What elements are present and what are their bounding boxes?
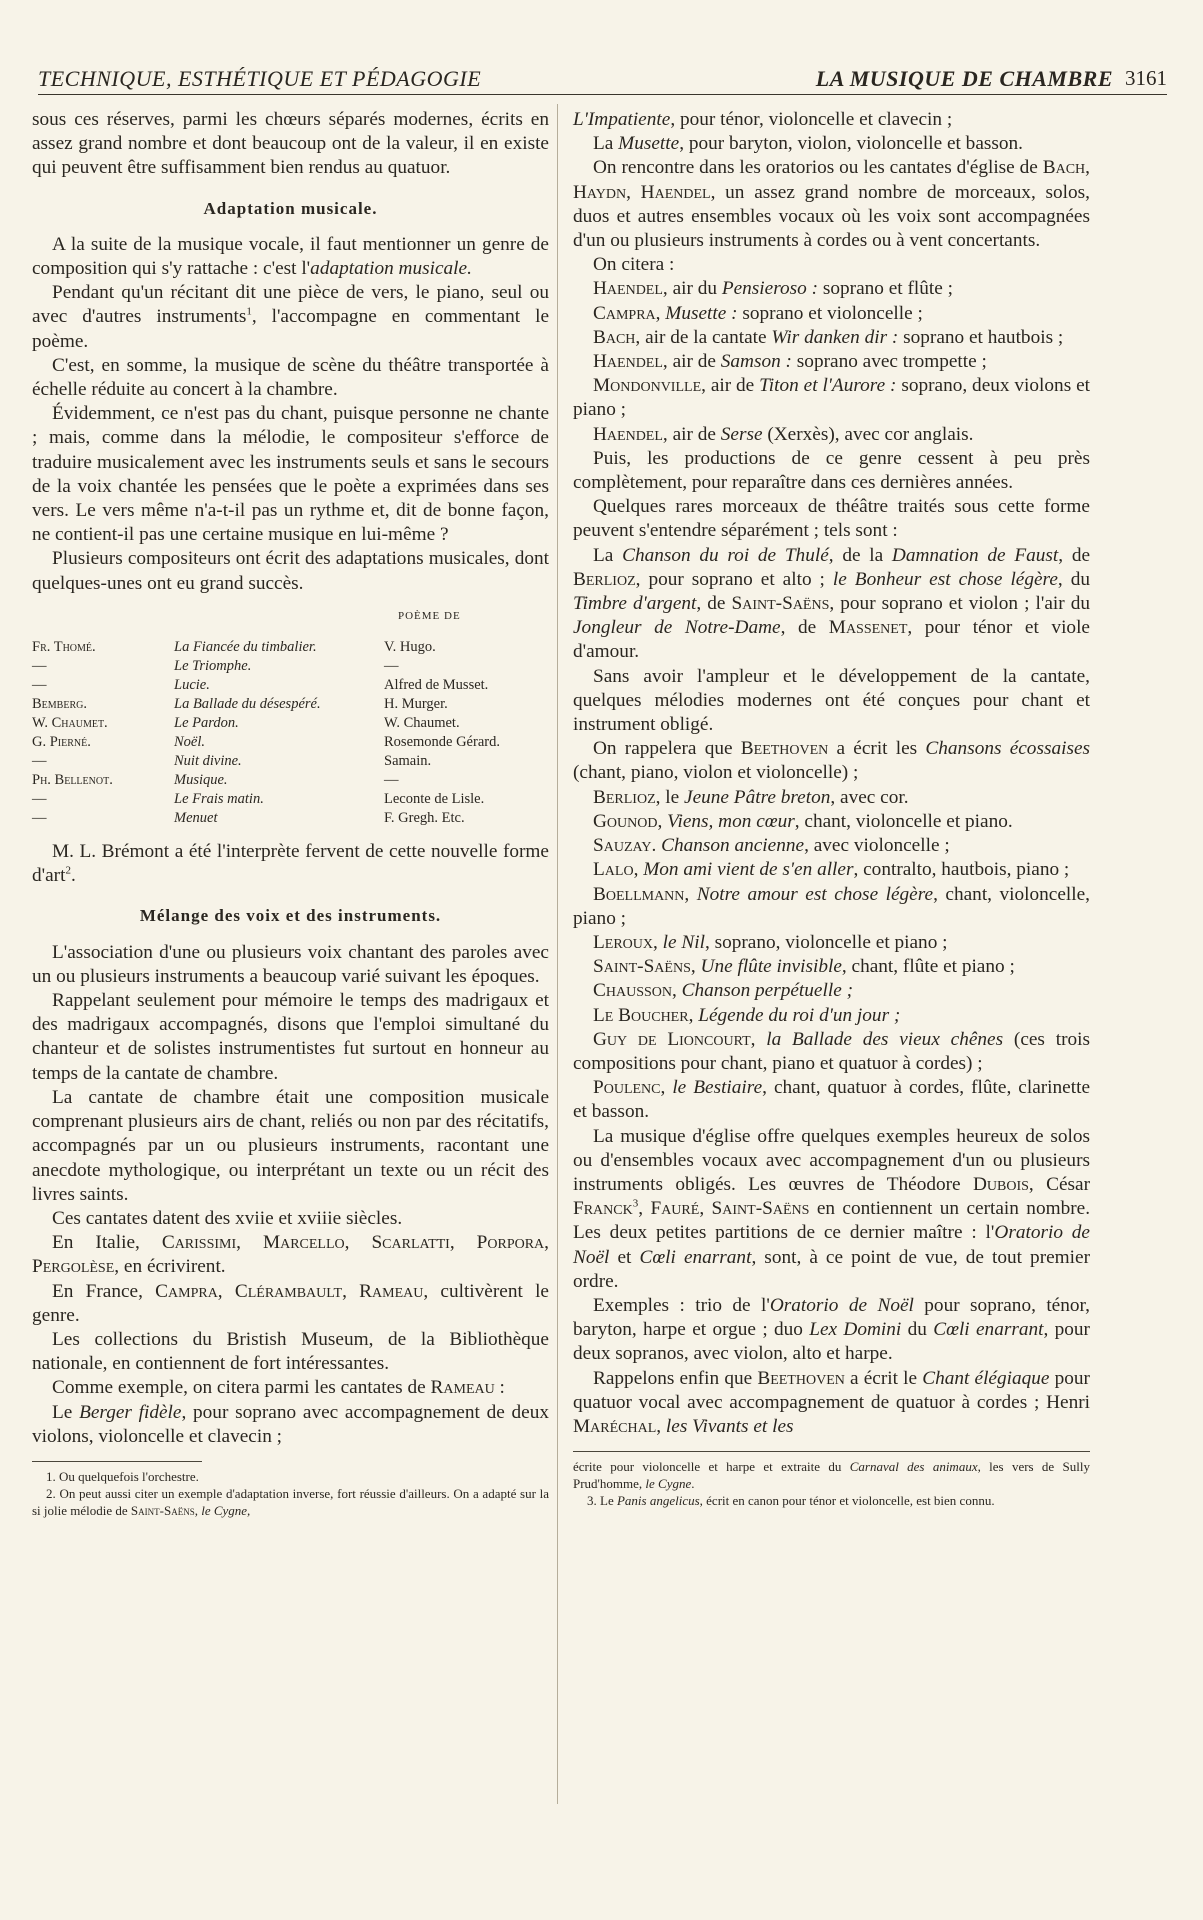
table-cell-title: Noël. xyxy=(174,734,206,751)
paragraph: La cantate de chambre était une composition musicale comprenant plusieurs airs de chant, reliés ou non par des récitatifs, accompagnés par un ou plusieurs instruments, racontant une anecdote mythologique, ou interprétant un texte ou un récit des livres saints. xyxy=(32,1086,549,1205)
table-cell-composer: Ph. Bellenot. xyxy=(32,772,113,789)
list-item: Chausson, Chanson perpétuelle ; xyxy=(593,980,853,1002)
paragraph: Rappelons enfin que Beethoven a écrit le Chant élégiaque pour quatuor vocal avec accompagnement de quatuor à cordes ; Henri Maréchal, les Vivants et les xyxy=(573,1367,1090,1437)
table-cell-poet: V. Hugo. xyxy=(384,639,436,656)
table-row xyxy=(32,809,549,828)
list-item: Saint-Saëns, Une flûte invisible, chant, flûte et piano ; xyxy=(593,956,1015,978)
paragraph: C'est, en somme, la musique de scène du théâtre transportée à échelle réduite au concert à la chambre. xyxy=(32,354,549,401)
list-item: Haendel, air de Samson : soprano avec trompette ; xyxy=(593,351,987,373)
table-cell-composer: — xyxy=(32,677,47,694)
table-cell-composer: Fr. Thomé. xyxy=(32,639,96,656)
paragraph: sous ces réserves, parmi les chœurs séparés modernes, écrits en assez grand nombre et dont beaucoup ont de la valeur, il en existe qui peuvent être suffisamment bien rendus au quatuor. xyxy=(32,109,549,179)
table-row xyxy=(32,638,549,657)
table-row xyxy=(32,657,549,676)
table-cell-poet: — xyxy=(384,772,399,789)
table-row xyxy=(32,733,549,752)
table-cell-composer: — xyxy=(32,658,47,675)
list-item: Leroux, le Nil, soprano, violoncelle et piano ; xyxy=(593,931,948,953)
list-item: Mondonville, air de Titon et l'Aurore : soprano, deux violons et piano ; xyxy=(573,375,1090,421)
paragraph: Rappelant seulement pour mémoire le temps des madrigaux et des madrigaux accompagnés, disons que l'emploi simultané du chanteur et de solistes instrumentistes fut surtout en honneur au temps de la cantate de chambre. xyxy=(32,990,549,1084)
paragraph: En France, Campra, Clérambault, Rameau, cultivèrent le genre. xyxy=(32,1280,549,1326)
page-number: 3161 xyxy=(1125,66,1167,90)
right-column xyxy=(573,108,1090,1509)
table-cell-title: La Fiancée du timbalier. xyxy=(174,639,317,656)
footnote-rule xyxy=(573,1451,1090,1452)
table-row xyxy=(32,790,549,809)
paragraph: Sans avoir l'ampleur et le développement de la cantate, quelques mélodies modernes ont été conçues pour chant et instrument obligé. xyxy=(573,665,1090,736)
table-cell-poet: F. Gregh. Etc. xyxy=(384,810,465,827)
list-item: Poulenc, le Bestiaire, chant, quatuor à cordes, flûte, clarinette et basson. xyxy=(573,1077,1090,1123)
adaptations-table xyxy=(32,638,549,828)
section-heading-adaptation: Adaptation musicale. xyxy=(203,198,378,218)
column-divider xyxy=(557,104,558,1804)
list-item: Lalo, Mon ami vient de s'en aller, contralto, hautbois, piano ; xyxy=(593,859,1070,881)
table-cell-title: Le Frais matin. xyxy=(174,791,264,808)
table-cell-title: Menuet xyxy=(174,810,218,827)
header-right-title: LA MUSIQUE DE CHAMBRE xyxy=(815,66,1113,91)
paragraph: L'association d'une ou plusieurs voix chantant des paroles avec un ou plusieurs instruments a beaucoup varié suivant les époques. xyxy=(32,941,549,987)
footnote-ref: 2 xyxy=(65,864,71,877)
paragraph: Puis, les productions de ce genre cessent à peu près complètement, pour reparaître dans ces dernières années. xyxy=(573,447,1090,494)
list-item: Berlioz, le Jeune Pâtre breton, avec cor. xyxy=(593,786,909,808)
list-item: Le Boucher, Légende du roi d'un jour ; xyxy=(593,1004,901,1026)
paragraph: On rappelera que Beethoven a écrit les Chansons écossaises (chant, piano, violon et violoncelle) ; xyxy=(573,738,1091,784)
table-cell-composer: Bemberg. xyxy=(32,696,87,713)
list-item: Bach, air de la cantate Wir danken dir : soprano et hautbois ; xyxy=(593,326,1064,348)
paragraph: Quelques rares morceaux de théâtre traités sous cette forme peuvent s'entendre séparément ; tels sont : xyxy=(573,496,1090,542)
table-row xyxy=(32,752,549,771)
table-cell-title: Le Pardon. xyxy=(174,715,239,732)
footnote-2: 2. On peut aussi citer un exemple d'adaptation inverse, fort réussie d'ailleurs. On a adapté sur la si jolie mélodie de Saint-Saëns, le Cygne, xyxy=(32,1485,549,1518)
table-cell-poet: Samain. xyxy=(384,753,432,770)
paragraph: On citera : xyxy=(593,254,675,276)
table-column-header: POÈME DE xyxy=(398,609,461,622)
table-cell-composer: — xyxy=(32,810,47,827)
left-column xyxy=(32,108,549,1519)
table-cell-poet: Rosemonde Gérard. xyxy=(384,734,500,751)
header-left-title: TECHNIQUE, ESTHÉTIQUE ET PÉDAGOGIE xyxy=(38,66,482,91)
list-item: L'Impatiente, pour ténor, violoncelle et clavecin ; xyxy=(573,109,953,130)
table-cell-composer: W. Chaumet. xyxy=(32,715,108,732)
paragraph: M. L. Brémont a été l'interprète fervent de cette nouvelle forme d'art$^2$. xyxy=(32,841,549,887)
paragraph: Pendant qu'un récitant dit une pièce de vers, le piano, seul ou avec d'autres instruments$^1$, l'accompagne en commentant le poème. xyxy=(32,282,549,352)
paragraph: Évidemment, ce n'est pas du chant, puisque personne ne chante ; mais, comme dans la mélodie, le compositeur s'efforce de traduire musicalement avec les instruments seuls et sans le secours de la voix chantée les pensées que le poète a exprimées dans ses vers. Le vers même n'a-t-il pas un rythme et, dit de bonne façon, ne contient-il pas une certaine musique en lui-même ? xyxy=(32,403,549,546)
table-row xyxy=(32,695,549,714)
list-item: Boellmann, Notre amour est chose légère, chant, violoncelle, piano ; xyxy=(573,883,1090,929)
paragraph: Plusieurs compositeurs ont écrit des adaptations musicales, dont quelques-unes ont eu grand succès. xyxy=(32,548,549,594)
paragraph: Le Berger fidèle, pour soprano avec accompagnement de deux violons, violoncelle et clavecin ; xyxy=(32,1401,549,1447)
running-header xyxy=(38,66,1167,95)
footnote-2-continued: écrite pour violoncelle et harpe et extraite du Carnaval des animaux, les vers de Sully Prud'homme, le Cygne. xyxy=(573,1459,1090,1492)
table-cell-poet: W. Chaumet. xyxy=(384,715,460,732)
table-cell-poet: — xyxy=(384,658,399,675)
paragraph: La musique d'église offre quelques exemples heureux de solos ou d'ensembles vocaux avec accompagnement d'un ou plusieurs instruments obligés. Les œuvres de Théodore Dubois, César Franck$^3$, Fauré, Saint-Saëns en contiennent un certain nombre. Les deux petites partitions de ce dernier maître : l'Oratorio de Noël et Cœli enarrant, sont, à ce point de vue, de tout premier ordre. xyxy=(573,1125,1091,1292)
list-item: Gounod, Viens, mon cœur, chant, violoncelle et piano. xyxy=(593,810,1013,832)
list-item: Haendel, air de Serse (Xerxès), avec cor anglais. xyxy=(593,423,974,445)
table-cell-poet: Alfred de Musset. xyxy=(384,677,489,694)
footnote-rule xyxy=(32,1461,202,1462)
table-cell-composer: — xyxy=(32,791,47,808)
table-cell-title: Lucie. xyxy=(174,677,210,694)
table-cell-composer: G. Pierné. xyxy=(32,734,91,751)
list-item: Campra, Musette : soprano et violoncelle ; xyxy=(593,302,923,324)
paragraph: Les collections du Bristish Museum, de la Bibliothèque nationale, en contiennent de fort intéressantes. xyxy=(32,1328,549,1375)
table-cell-poet: H. Murger. xyxy=(384,696,448,713)
table-row xyxy=(32,676,549,695)
section-heading-melange: Mélange des voix et des instruments. xyxy=(139,906,442,926)
paragraph: A la suite de la musique vocale, il faut mentionner un genre de composition qui s'y rattache : c'est l'adaptation musicale. xyxy=(32,233,549,280)
paragraph: On rencontre dans les oratorios ou les cantates d'église de Bach, Haydn, Haendel, un assez grand nombre de morceaux, solos, duos et autres ensembles vocaux où les voix sont accompagnées d'un ou plusieurs instruments à cordes ou à vent concertants. xyxy=(573,157,1090,252)
table-row xyxy=(32,714,549,733)
footnote-3: 3. Le Panis angelicus, écrit en canon pour ténor et violoncelle, est bien connu. xyxy=(587,1493,995,1509)
footnote-1: 1. Ou quelquefois l'orchestre. xyxy=(46,1468,199,1484)
table-cell-composer: — xyxy=(32,753,47,770)
table-cell-title: Nuit divine. xyxy=(174,753,242,770)
table-row xyxy=(32,771,549,790)
list-item: Haendel, air du Pensieroso : soprano et flûte ; xyxy=(593,278,953,300)
table-cell-poet: Leconte de Lisle. xyxy=(384,791,485,808)
footnote-ref: 3 xyxy=(632,1197,639,1210)
footnote-ref: 1 xyxy=(246,306,252,318)
list-item: La Musette, pour baryton, violon, violoncelle et basson. xyxy=(593,133,1023,155)
list-item: Sauzay. Chanson ancienne, avec violoncelle ; xyxy=(593,835,950,857)
table-cell-title: La Ballade du désespéré. xyxy=(174,696,321,713)
paragraph: Exemples : trio de l'Oratorio de Noël pour soprano, ténor, baryton, harpe et orgue ; duo Lex Domini du Cœli enarrant, pour deux sopranos, avec violon, alto et harpe. xyxy=(573,1294,1090,1365)
table-cell-title: Le Triomphe. xyxy=(174,658,252,675)
list-item: Guy de Lioncourt, la Ballade des vieux chênes (ces trois compositions pour chant, piano et quatuor à cordes) ; xyxy=(573,1028,1090,1074)
paragraph: Comme exemple, on citera parmi les cantates de Rameau : xyxy=(52,1377,505,1399)
paragraph: En Italie, Carissimi, Marcello, Scarlatti, Porpora, Pergolèse, en écrivirent. xyxy=(32,1232,549,1278)
paragraph: Ces cantates datent des xviie et xviiie siècles. xyxy=(52,1207,403,1229)
paragraph: La Chanson du roi de Thulé, de la Damnation de Faust, de Berlioz, pour soprano et alto ; le Bonheur est chose légère, du Timbre d'argent, de Saint-Saëns, pour soprano et violon ; l'air du Jongleur de Notre-Dame, de Massenet, pour ténor et viole d'amour. xyxy=(573,544,1091,663)
table-cell-title: Musique. xyxy=(174,772,228,789)
